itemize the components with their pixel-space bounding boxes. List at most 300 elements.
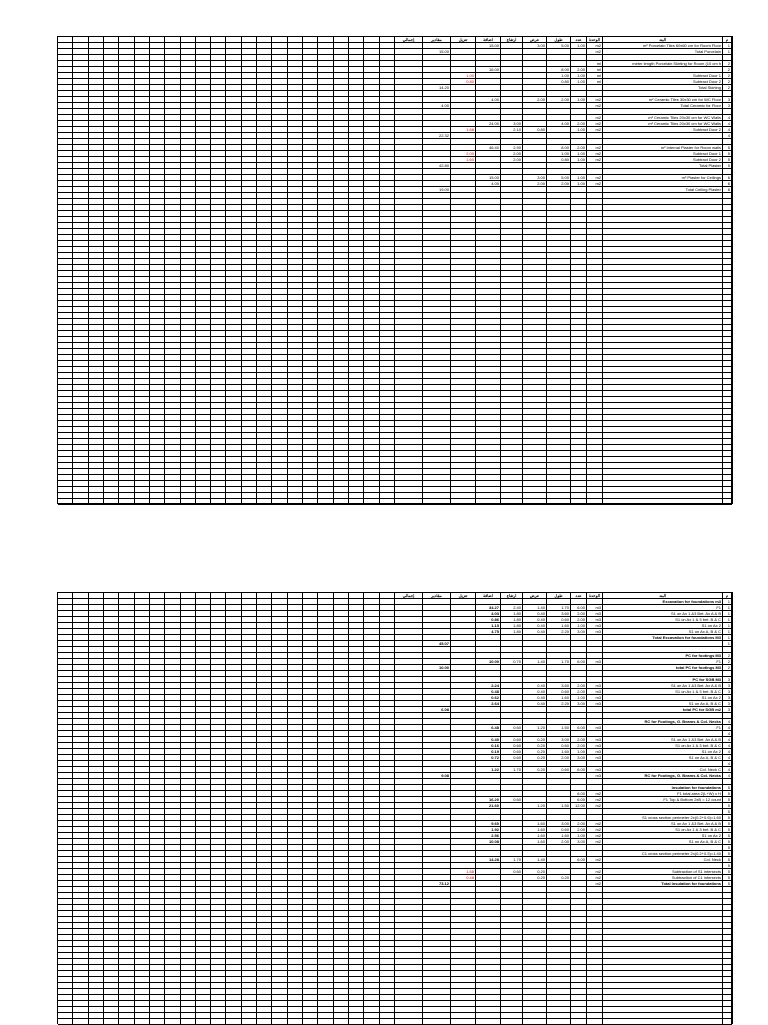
add-cell: 9.60 [476, 821, 501, 826]
blank-cell [165, 971, 180, 976]
height-cell [501, 373, 523, 378]
blank-cell [58, 905, 73, 910]
blank-cell [181, 653, 196, 658]
width-cell [523, 911, 547, 916]
blank-cell [135, 259, 150, 264]
blank-cell [73, 271, 88, 276]
blank-cell [181, 767, 196, 772]
blank-cell [58, 953, 73, 958]
blank-cell [349, 773, 364, 778]
blank-cell [73, 773, 88, 778]
blank-cell [303, 671, 318, 676]
blank-cell [318, 403, 333, 408]
qty-cell [423, 139, 451, 144]
blank-cell [272, 157, 287, 162]
blank-cell [165, 391, 180, 396]
width-cell [523, 599, 547, 604]
blank-cell [119, 385, 134, 390]
blank-cell [364, 211, 379, 216]
blank-cell [349, 409, 364, 414]
blank-cell [104, 929, 119, 934]
blank-cell [349, 145, 364, 150]
blank-cell [119, 229, 134, 234]
blank-cell [196, 91, 211, 96]
blank-cell [318, 373, 333, 378]
blank-cell [165, 665, 180, 670]
blank-cell [211, 247, 226, 252]
blank-cell [303, 617, 318, 622]
blank-cell [242, 605, 257, 610]
item-cell: C1 cross section perimeter 2x(0.2+0.5)=1.40 [603, 851, 723, 856]
qty-cell [423, 989, 451, 994]
blank-cell [150, 217, 165, 222]
blank-cell [257, 743, 272, 748]
blank-cell [288, 79, 303, 84]
blank-cell [73, 593, 88, 598]
blank-cell [135, 719, 150, 724]
blank-cell [119, 175, 134, 180]
blank-cell [318, 851, 333, 856]
blank-cell [104, 229, 119, 234]
blank-cell [211, 397, 226, 402]
total-cell [395, 397, 423, 402]
blank-cell [181, 127, 196, 132]
blank-cell [73, 731, 88, 736]
blank-cell [73, 73, 88, 78]
item-cell: S1 on Ax 1 & 3 bet. B & C [603, 827, 723, 832]
add-cell [476, 635, 501, 640]
count-cell [571, 707, 587, 712]
blank-cell [165, 337, 180, 342]
no-cell [723, 373, 732, 378]
blank-cell [288, 217, 303, 222]
blank-cell [181, 869, 196, 874]
deduct-cell [451, 929, 476, 934]
width-cell: 0.40 [523, 611, 547, 616]
blank-cell [73, 349, 88, 354]
blank-cell [165, 977, 180, 982]
qty-cell [423, 809, 451, 814]
no-cell [723, 899, 732, 904]
blank-cell [58, 289, 73, 294]
blank-cell [227, 629, 242, 634]
blank-cell [380, 133, 395, 138]
blank-cell [211, 665, 226, 670]
blank-cell [334, 469, 349, 474]
unit-cell: m2 [587, 43, 603, 48]
blank-cell [135, 145, 150, 150]
blank-cell [211, 815, 226, 820]
deduct-cell [451, 373, 476, 378]
count-cell: 2.00 [571, 689, 587, 694]
count-cell [571, 109, 587, 114]
blank-cell [196, 641, 211, 646]
width-cell [523, 139, 547, 144]
blank-cell [119, 767, 134, 772]
count-cell [571, 995, 587, 1000]
blank-cell [288, 325, 303, 330]
blank-cell [288, 809, 303, 814]
blank-cell [181, 451, 196, 456]
deduct-cell [451, 49, 476, 54]
total-cell [395, 695, 423, 700]
blank-cell [89, 121, 104, 126]
blank-cell [334, 695, 349, 700]
blank-cell [334, 91, 349, 96]
blank-cell [364, 713, 379, 718]
blank-cell [364, 911, 379, 916]
qty-cell [423, 355, 451, 360]
unit-cell [587, 211, 603, 216]
blank-cell [73, 409, 88, 414]
height-cell [501, 253, 523, 258]
blank-cell [165, 109, 180, 114]
add-cell [476, 103, 501, 108]
blank-cell [135, 301, 150, 306]
blank-cell [349, 839, 364, 844]
total-cell [395, 737, 423, 742]
blank-cell [150, 779, 165, 784]
blank-cell [135, 593, 150, 598]
blank-cell [196, 319, 211, 324]
blank-cell [211, 391, 226, 396]
blank-cell [58, 833, 73, 838]
item-cell: PC for footings M3 [603, 653, 723, 658]
blank-cell [272, 43, 287, 48]
blank-cell [73, 701, 88, 706]
blank-cell [211, 289, 226, 294]
blank-cell [242, 851, 257, 856]
length-cell: 4.00 [547, 121, 571, 126]
add-cell: 0.86 [476, 617, 501, 622]
item-cell [603, 193, 723, 198]
blank-cell [303, 181, 318, 186]
deduct-cell [451, 133, 476, 138]
blank-cell [119, 737, 134, 742]
no-cell: 1 [723, 611, 732, 616]
blank-cell [288, 259, 303, 264]
add-cell [476, 815, 501, 820]
blank-cell [349, 869, 364, 874]
blank-cell [380, 181, 395, 186]
blank-cell [181, 241, 196, 246]
total-cell [395, 983, 423, 988]
count-cell [571, 989, 587, 994]
blank-cell [211, 677, 226, 682]
blank-cell [288, 163, 303, 168]
qty-cell [423, 671, 451, 676]
blank-cell [211, 635, 226, 640]
width-cell [523, 983, 547, 988]
blank-cell [135, 133, 150, 138]
blank-cell [135, 499, 150, 504]
item-cell [603, 959, 723, 964]
blank-cell [303, 223, 318, 228]
no-cell: 2 [723, 659, 732, 664]
blank-cell [257, 487, 272, 492]
no-cell [723, 271, 732, 276]
blank-cell [89, 989, 104, 994]
no-cell: 4 [723, 121, 732, 126]
blank-cell [227, 977, 242, 982]
blank-cell [380, 499, 395, 504]
unit-cell: m2 [587, 115, 603, 120]
blank-cell [135, 391, 150, 396]
width-cell: عرض [523, 593, 547, 598]
blank-cell [318, 983, 333, 988]
blank-cell [257, 749, 272, 754]
blank-cell [73, 797, 88, 802]
blank-cell [334, 355, 349, 360]
blank-cell [211, 875, 226, 880]
qty-cell: مقادير [423, 37, 451, 42]
blank-cell [227, 367, 242, 372]
blank-cell [364, 899, 379, 904]
blank-cell [380, 719, 395, 724]
total-cell [395, 211, 423, 216]
blank-cell [89, 397, 104, 402]
blank-cell [150, 133, 165, 138]
blank-cell [364, 193, 379, 198]
blank-cell [380, 875, 395, 880]
blank-cell [73, 97, 88, 102]
blank-cell [242, 629, 257, 634]
qty-cell [423, 397, 451, 402]
total-cell [395, 229, 423, 234]
blank-cell [181, 893, 196, 898]
width-cell [523, 337, 547, 342]
blank-cell [73, 265, 88, 270]
blank-cell [135, 941, 150, 946]
item-cell [603, 493, 723, 498]
width-cell [523, 665, 547, 670]
blank-cell [89, 61, 104, 66]
blank-cell [334, 337, 349, 342]
unit-cell: ml [587, 61, 603, 66]
blank-cell [364, 493, 379, 498]
blank-cell [150, 259, 165, 264]
blank-cell [58, 887, 73, 892]
total-cell [395, 1001, 423, 1006]
blank-cell [318, 319, 333, 324]
blank-cell [303, 301, 318, 306]
blank-cell [104, 917, 119, 922]
blank-cell [227, 295, 242, 300]
length-cell [547, 851, 571, 856]
height-cell [501, 821, 523, 826]
blank-cell [196, 235, 211, 240]
total-cell [395, 875, 423, 880]
blank-cell [58, 493, 73, 498]
blank-cell [349, 49, 364, 54]
width-cell [523, 121, 547, 126]
blank-cell [135, 809, 150, 814]
blank-cell [242, 707, 257, 712]
blank-cell [58, 761, 73, 766]
width-cell [523, 211, 547, 216]
blank-cell [58, 911, 73, 916]
add-cell [476, 731, 501, 736]
length-cell: 2.20 [547, 629, 571, 634]
qty-cell [423, 755, 451, 760]
blank-cell [196, 701, 211, 706]
blank-cell [272, 881, 287, 886]
blank-cell [119, 959, 134, 964]
no-cell [723, 947, 732, 952]
blank-cell [364, 475, 379, 480]
blank-cell [334, 833, 349, 838]
width-cell [523, 61, 547, 66]
count-cell [571, 845, 587, 850]
blank-cell [119, 415, 134, 420]
length-cell [547, 499, 571, 504]
unit-cell [587, 887, 603, 892]
blank-cell [272, 989, 287, 994]
blank-cell [380, 857, 395, 862]
blank-cell [181, 223, 196, 228]
blank-cell [150, 67, 165, 72]
blank-cell [104, 647, 119, 652]
blank-cell [104, 653, 119, 658]
blank-cell [181, 493, 196, 498]
blank-cell [104, 893, 119, 898]
blank-cell [73, 91, 88, 96]
blank-cell [334, 929, 349, 934]
blank-cell [135, 695, 150, 700]
blank-cell [181, 415, 196, 420]
blank-cell [227, 923, 242, 928]
blank-cell [135, 623, 150, 628]
blank-cell [58, 779, 73, 784]
blank-cell [272, 499, 287, 504]
blank-cell [150, 253, 165, 258]
blank-cell [257, 695, 272, 700]
qty-cell [423, 421, 451, 426]
blank-cell [211, 617, 226, 622]
blank-cell [303, 217, 318, 222]
blank-cell [272, 469, 287, 474]
blank-cell [318, 421, 333, 426]
blank-cell [318, 755, 333, 760]
count-cell [571, 205, 587, 210]
blank-cell [288, 187, 303, 192]
blank-cell [104, 623, 119, 628]
qty-cell [423, 983, 451, 988]
blank-cell [318, 97, 333, 102]
blank-cell [181, 271, 196, 276]
deduct-cell [451, 145, 476, 150]
item-cell: m² Ceramic Tiles 30x30 cm for WC Floor [603, 97, 723, 102]
no-cell: م [723, 593, 732, 598]
length-cell [547, 355, 571, 360]
unit-cell [587, 493, 603, 498]
blank-cell [272, 475, 287, 480]
blank-cell [288, 881, 303, 886]
blank-cell [380, 905, 395, 910]
blank-cell [135, 839, 150, 844]
count-cell [571, 947, 587, 952]
blank-cell [242, 881, 257, 886]
blank-cell [104, 235, 119, 240]
unit-cell: m3 [587, 689, 603, 694]
blank-cell [227, 217, 242, 222]
no-cell: 4 [723, 755, 732, 760]
blank-cell [135, 67, 150, 72]
blank-cell [196, 67, 211, 72]
blank-cell [58, 971, 73, 976]
blank-cell [165, 211, 180, 216]
blank-cell [104, 289, 119, 294]
blank-cell [272, 803, 287, 808]
blank-cell [211, 319, 226, 324]
blank-cell [165, 635, 180, 640]
blank-cell [150, 223, 165, 228]
blank-cell [242, 247, 257, 252]
blank-cell [150, 385, 165, 390]
deduct-cell [451, 623, 476, 628]
blank-cell [272, 265, 287, 270]
blank-cell [364, 67, 379, 72]
blank-cell [334, 893, 349, 898]
blank-cell [196, 977, 211, 982]
blank-cell [257, 863, 272, 868]
total-cell [395, 91, 423, 96]
unit-cell: m2 [587, 881, 603, 886]
blank-cell [165, 157, 180, 162]
qty-cell: 9.08 [423, 773, 451, 778]
blank-cell [58, 959, 73, 964]
height-cell [501, 403, 523, 408]
length-cell [547, 253, 571, 258]
blank-cell [181, 295, 196, 300]
blank-cell [150, 319, 165, 324]
blank-cell [58, 821, 73, 826]
unit-cell: m3 [587, 623, 603, 628]
count-cell: 1.00 [571, 833, 587, 838]
unit-cell [587, 953, 603, 958]
blank-cell [257, 725, 272, 730]
blank-cell [119, 833, 134, 838]
total-cell [395, 103, 423, 108]
add-cell: 1.15 [476, 623, 501, 628]
height-cell [501, 905, 523, 910]
width-cell [523, 433, 547, 438]
blank-cell [181, 779, 196, 784]
blank-cell [227, 773, 242, 778]
blank-cell [104, 689, 119, 694]
blank-cell [257, 451, 272, 456]
blank-cell [89, 611, 104, 616]
blank-cell [227, 671, 242, 676]
height-cell [501, 971, 523, 976]
blank-cell [334, 349, 349, 354]
qty-cell [423, 791, 451, 796]
blank-cell [364, 343, 379, 348]
length-cell [547, 127, 571, 132]
blank-cell [227, 175, 242, 180]
blank-cell [165, 259, 180, 264]
blank-cell [318, 677, 333, 682]
blank-cell [73, 421, 88, 426]
blank-cell [196, 223, 211, 228]
blank-cell [227, 965, 242, 970]
blank-cell [272, 199, 287, 204]
blank-cell [104, 211, 119, 216]
no-cell [723, 403, 732, 408]
blank-cell [89, 995, 104, 1000]
count-cell [571, 397, 587, 402]
blank-cell [257, 719, 272, 724]
